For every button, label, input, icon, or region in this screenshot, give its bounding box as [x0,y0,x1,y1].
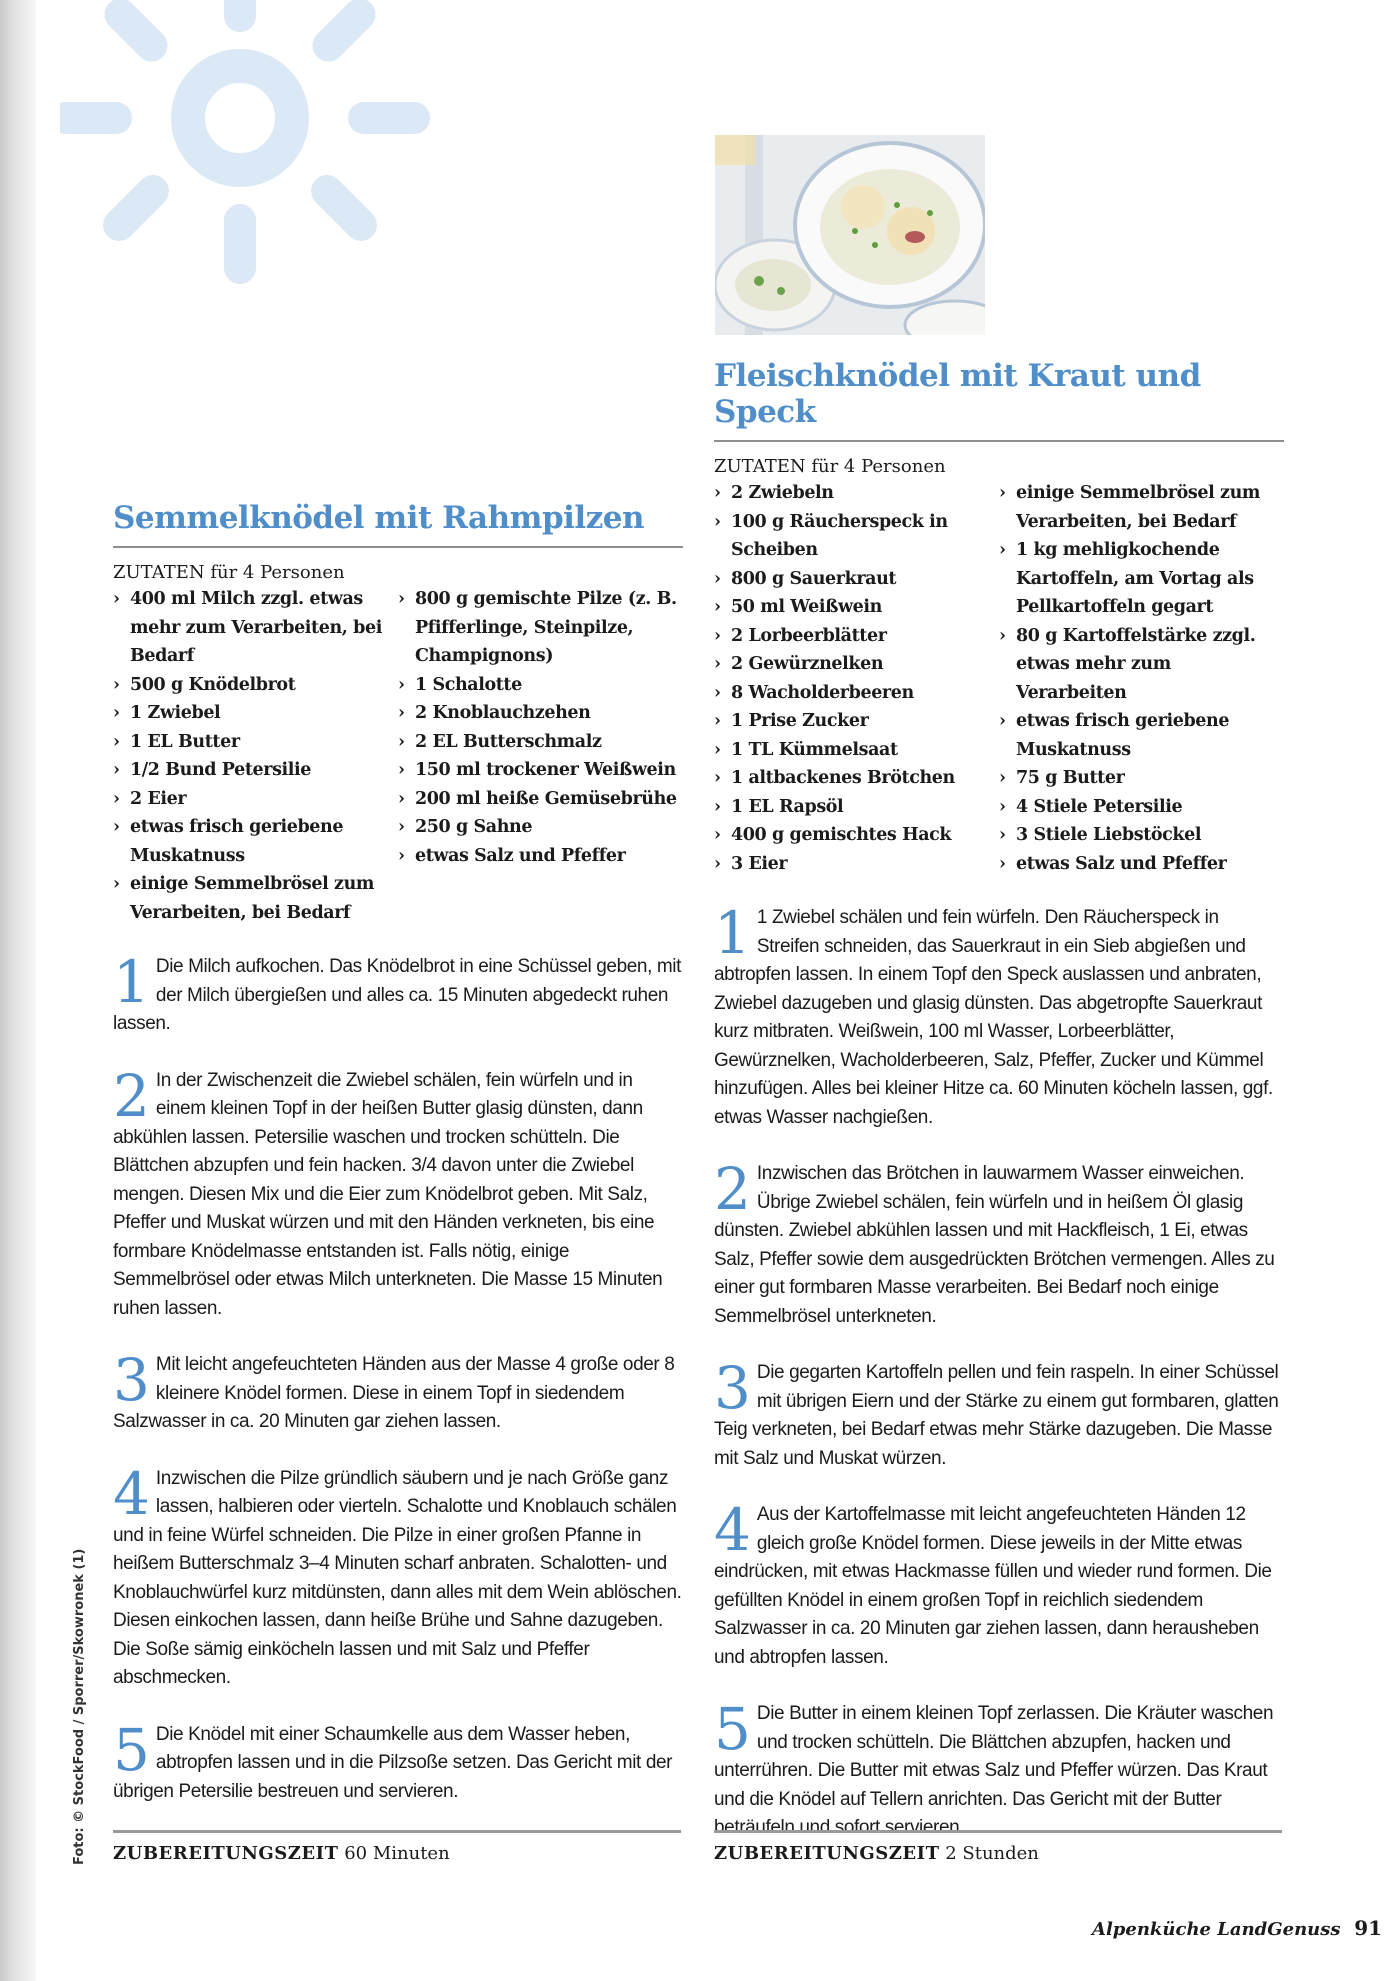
sun-icon [60,0,500,360]
ingredient-item: › 2 EL Butterschmalz [398,728,683,757]
ingredient-item: › 2 Zwiebeln [714,479,999,508]
step [714,1695,1284,1843]
step-text: 1 Zwiebel schälen und fein würfeln. Den Räucherspeck in Streifen schneiden, das Sauerkraut in ein Sieb abgießen und abtropfen lassen. In einem Topf den Speck auslassen und anbraten, Zwiebel dazugeben und glasig dünsten. Das abgetropfte Sauerkraut kurz mitbraten. Weißwein, 100 ml Wasser, Lorbeerblätter, Gewürznelken, Wacholderbeeren, Salz, Pfeffer, Zucker und Kümmel hinzufügen. Alles bei kleiner Hitze ca. 60 Minuten köcheln lassen, ggf. etwas Wasser nachgießen. [714,907,1273,1128]
recipe-left [113,500,683,1834]
recipe-right [714,358,1284,1871]
ingredient-item: › 800 g gemischte Pilze (z. B. Pfifferlinge, Steinpilze, Champignons) [398,585,683,671]
ingredient-item: › 1 kg mehligkochende Kartoffeln, am Vortag als Pellkartoffeln gegart [999,536,1284,622]
preparation-steps [714,899,1284,1843]
step-text: Die gegarten Kartoffeln pellen und fein raspeln. In einer Schüssel mit übrigen Eiern und der Stärke zu einem gut formbaren, glatten Teig verkneten, bei Bedarf etwas mehr Stärke dazugeben. Die Masse mit Salz und Muskat würzen. [714,1362,1279,1469]
step [113,1061,683,1324]
ingredient-item: › 150 ml trockener Weißwein [398,756,683,785]
step [714,899,1284,1132]
ingredient-item: › 2 Gewürznelken [714,650,999,679]
step-number: 3 [714,1354,751,1422]
ingredients-heading [714,456,1284,477]
photo-credit: Foto: © StockFood / Sporrer/Skowronek (1) [72,1548,87,1865]
ingredient-item: › einige Semmelbrösel zum Verarbeiten, bei Bedarf [999,479,1284,536]
ingredient-list [714,479,1284,878]
step-text: Mit leicht angefeuchteten Händen aus der Masse 4 große oder 8 kleinere Knödel formen. Diese in einem Topf in siedendem Salzwasser in ca. 20 Minuten gar ziehen lassen. [113,1354,675,1432]
step-text: Die Milch aufkochen. Das Knödelbrot in eine Schüssel geben, mit der Milch übergießen und alles ca. 15 Minuten abgedeckt ruhen lassen. [113,956,681,1034]
preparation-steps [113,948,683,1806]
step-text: Inzwischen die Pilze gründlich säubern und je nach Größe ganz lassen, halbieren oder vierteln. Schalotte und Knoblauch schälen und in feine Würfel schneiden. Die Pilze in einer großen Pfanne in heißem Butterschmalz 3–4 Minuten scharf anbraten. Schalotten- und Knoblauchwürfel kurz mitdünsten, dann alles mit dem Wein ablöschen. Diesen einkochen lassen, dann heiße Brühe und Sahne dazugeben. Die Soße sämig einköcheln lassen und mit Salz und Pfeffer abschmecken. [113,1467,682,1688]
ingredient-item: › 2 Eier [113,785,398,814]
ingredient-column [398,585,683,927]
ingredient-column [113,585,398,927]
step-text: Aus der Kartoffelmasse mit leicht angefeuchteten Händen 12 gleich große Knödel formen. Diese jeweils in der Mitte etwas eindrücken, mit etwas Hackmasse füllen und wieder rund formen. Die gefüllten Knödel in einem großen Topf in reichlich siedendem Salzwasser in ca. 20 Minuten gar ziehen lassen, dann herausheben und abtropfen lassen. [714,1504,1272,1668]
ingredient-item: › 500 g Knödelbrot [113,671,398,700]
ingredient-item: › etwas frisch geriebene Muskatnuss [113,813,398,870]
ingredient-item: › 1 EL Butter [113,728,398,757]
ingredient-item: › 3 Stiele Liebstöckel [999,821,1284,850]
ingredient-item: › 250 g Sahne [398,813,683,842]
ingredient-item: › 75 g Butter [999,764,1284,793]
page-number: 91 [1354,1916,1383,1940]
prep-value: 2 Stunden [945,1843,1039,1864]
magazine-name: Alpenküche LandGenuss [1092,1919,1341,1940]
step-number: 5 [714,1695,751,1763]
preparation-time [113,1830,681,1864]
ingredient-item: › 400 g gemischtes Hack [714,821,999,850]
step [113,948,683,1039]
step-number: 2 [714,1155,751,1223]
ingredient-item: › 2 Knoblauchzehen [398,699,683,728]
page-binding-shadow [0,0,36,1981]
prep-value: 60 Minuten [344,1843,450,1864]
step [113,1346,683,1437]
recipe-title: Semmelknödel mit Rahmpilzen [113,500,683,548]
ingredient-item: › 1 TL Kümmelsaat [714,736,999,765]
ingredient-item: › 4 Stiele Petersilie [999,793,1284,822]
ingredient-item: › 200 ml heiße Gemüsebrühe [398,785,683,814]
step [714,1496,1284,1672]
ingredient-item: › 1/2 Bund Petersilie [113,756,398,785]
ingredient-item: › 1 EL Rapsöl [714,793,999,822]
step-text: Die Butter in einem kleinen Topf zerlassen. Die Kräuter waschen und trocken schütteln. Die Blättchen abzupfen, hacken und unterrühren. Die Butter mit etwas Salz und Pfeffer würzen. Das Kraut und die Knödel auf Tellern anrichten. Das Gericht mit der Butter beträufeln und sofort servieren. [714,1703,1274,1838]
step-number: 3 [113,1346,150,1414]
preparation-time [714,1830,1282,1864]
ingredient-item: › 50 ml Weißwein [714,593,999,622]
ingredients-label: ZUTATEN [113,562,205,583]
food-photo [715,135,985,335]
step-number: 5 [113,1715,150,1784]
ingredient-item: › 8 Wacholderbeeren [714,679,999,708]
recipe-title: Fleischknödel mit Kraut und Speck [714,358,1284,442]
ingredient-item: › 1 altbackenes Brötchen [714,764,999,793]
ingredients-heading [113,562,683,583]
ingredient-item: › 1 Prise Zucker [714,707,999,736]
servings: für 4 Personen [210,562,345,583]
step-number: 1 [113,948,150,1016]
step [714,1155,1284,1331]
ingredient-item: › etwas Salz und Pfeffer [999,850,1284,879]
ingredient-item: › etwas Salz und Pfeffer [398,842,683,871]
step-number: 2 [113,1061,150,1130]
step [714,1354,1284,1473]
ingredients-label: ZUTATEN [714,456,806,477]
ingredient-item: › 400 ml Milch zzgl. etwas mehr zum Verarbeiten, bei Bedarf [113,585,398,671]
ingredient-item: › 1 Schalotte [398,671,683,700]
prep-label: ZUBEREITUNGSZEIT [714,1843,940,1864]
step [113,1459,683,1693]
ingredient-item: › etwas frisch geriebene Muskatnuss [999,707,1284,764]
prep-label: ZUBEREITUNGSZEIT [113,1843,339,1864]
servings: für 4 Personen [811,456,946,477]
page-footer [1092,1916,1382,1940]
ingredient-item: › 3 Eier [714,850,999,879]
step-number: 4 [113,1459,150,1528]
ingredient-item: › 80 g Kartoffelstärke zzgl. etwas mehr zum Verarbeiten [999,622,1284,708]
ingredient-column [714,479,999,878]
step-number: 1 [714,899,751,967]
step-text: In der Zwischenzeit die Zwiebel schälen, fein würfeln und in einem kleinen Topf in der heißen Butter glasig dünsten, dann abkühlen lassen. Petersilie waschen und trocken schütteln. Die Blättchen abzupfen und fein hacken. 3/4 davon unter die Zwiebel mengen. Diesen Mix und die Eier zum Knödelbrot geben. Mit Salz, Pfeffer und Muskat würzen und mit den Händen verkneten, bis eine formbare Knödelmasse entstanden ist. Falls nötig, einige Semmelbrösel oder etwas Milch unterkneten. Die Masse 15 Minuten ruhen lassen. [113,1069,663,1319]
ingredient-item: › einige Semmelbrösel zum Verarbeiten, bei Bedarf [113,870,398,927]
step [113,1715,683,1807]
step-number: 4 [714,1496,751,1564]
step-text: Die Knödel mit einer Schaumkelle aus dem Wasser heben, abtropfen lassen und in die Pilzsoße setzen. Das Gericht mit der übrigen Petersilie bestreuen und servieren. [113,1723,673,1802]
step-text: Inzwischen das Brötchen in lauwarmem Wasser einweichen. Übrige Zwiebel schälen, fein würfeln und in heißem Öl glasig dünsten. Zwiebel abkühlen lassen und mit Hackfleisch, 1 Ei, etwas Salz, Pfeffer sowie dem ausgedrückten Brötchen vermengen. Alles zu einer gut formbaren Masse verarbeiten. Bei Bedarf noch einige Semmelbrösel unterkneten. [714,1163,1275,1327]
ingredient-item: › 2 Lorbeerblätter [714,622,999,651]
ingredient-item: › 800 g Sauerkraut [714,565,999,594]
ingredient-item: › 100 g Räucherspeck in Scheiben [714,508,999,565]
ingredient-item: › 1 Zwiebel [113,699,398,728]
ingredient-column [999,479,1284,878]
ingredient-list [113,585,683,927]
